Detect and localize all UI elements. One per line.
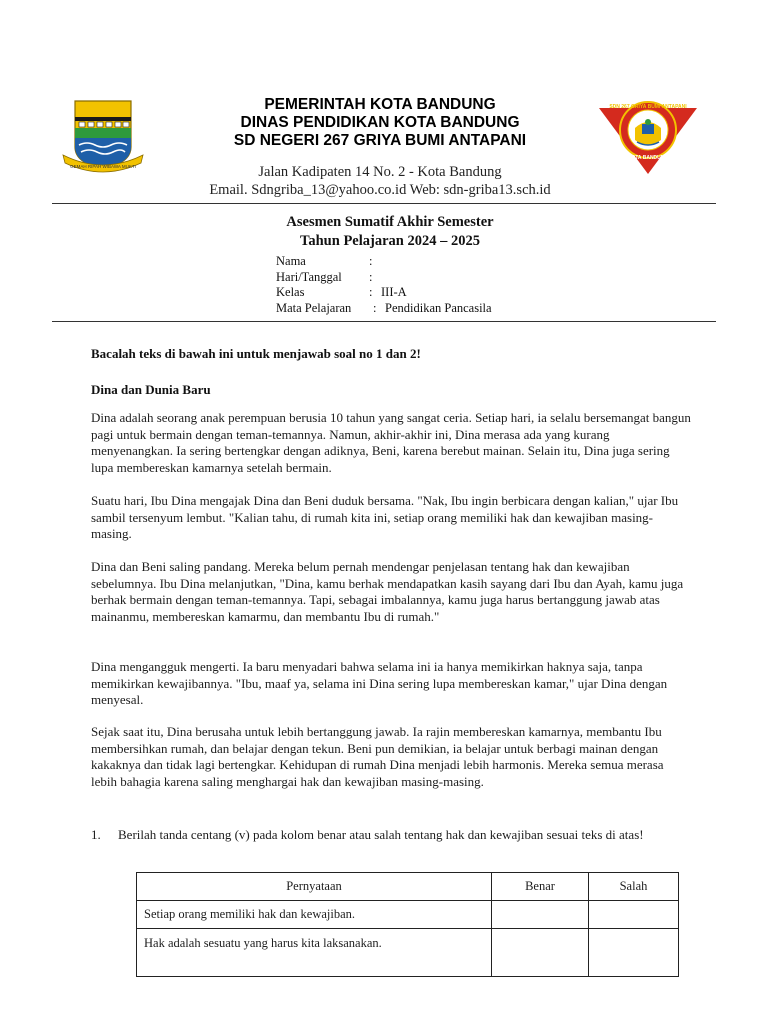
story-title: Dina dan Dunia Baru [91,382,211,397]
statement-cell: Setiap orang memiliki hak dan kewajiban. [137,901,492,929]
info-label: Nama [276,254,306,268]
school-contact: Email. Sdngriba_13@yahoo.co.id Web: sdn-griba13.sch.id [209,182,551,198]
true-false-table [136,872,679,977]
story-paragraph: Dina dan Beni saling pandang. Mereka belum pernah mendengar penjelasan tentang hak dan kewajiban sebelumnya. Ibu Dina melanjutkan, "Dina, kamu berhak mendapatkan kasih sayang dari Ibu dan Ayah, kamu juga berhak bermain dengan teman-temannya. Tapi, sebagai imbalannya, kamu juga harus bertanggung jawab atas mainanmu, membereskan kamarmu, dan membantu Ibu di rumah." [91,559,684,624]
info-colon: : [369,254,373,268]
svg-text:KOTA BANDUNG: KOTA BANDUNG [627,155,669,161]
salah-checkbox-cell[interactable] [589,901,679,929]
info-label: Kelas [276,285,305,299]
kota-bandung-crest-icon [53,97,153,177]
benar-checkbox-cell[interactable] [492,901,589,929]
info-colon: : [373,300,377,315]
question-number: 1. [91,827,101,842]
letterhead-divider [52,203,716,204]
info-label: Mata Pelajaran [276,300,352,315]
gov-line-2: DINAS PENDIDIKAN KOTA BANDUNG [240,114,520,131]
story-paragraph: Suatu hari, Ibu Dina mengajak Dina dan Beni duduk bersama. "Nak, Ibu ingin berbicara dengan kalian," ujar Ibu sambil tersenyum lembut. "Kalian tahu, di rumah kita ini, setiap orang memiliki hak dan kewajiban masing-masing. [91,493,679,542]
info-label: Hari/Tanggal [276,269,342,284]
gov-line-1: PEMERINTAH KOTA BANDUNG [264,96,496,113]
table-row [137,929,679,977]
svg-text:SDN 267 GRIYA BUMI ANTAPANI: SDN 267 GRIYA BUMI ANTAPANI [609,104,687,110]
exam-year: Tahun Pelajaran 2024 – 2025 [300,233,480,249]
header-salah: Salah [589,873,679,901]
story-paragraph: Sejak saat itu, Dina berusaha untuk lebih bertanggung jawab. Ia rajin membereskan kamarnya, membantu Ibu membersihkan rumah, dan belajar dengan tekun. Beni pun demikian, ia belajar untuk berbagi mainan dengan kakaknya dan tidak lagi bertengkar. Kehidupan di rumah Dina menjadi lebih harmonis. Mereka semua merasa lebih bahagia karena saling menghargai hak dan kewajiban masing-masing. [91,724,664,789]
info-value: Pendidikan Pancasila [385,300,492,315]
info-colon: : [369,269,373,284]
info-value: III-A [381,285,407,299]
statement-cell: Hak adalah sesuatu yang harus kita laksanakan. [137,929,492,977]
school-name: SD NEGERI 267 GRIYA BUMI ANTAPANI [233,132,527,149]
header-pernyataan: Pernyataan [137,873,492,901]
reading-instruction: Bacalah teks di bawah ini untuk menjawab soal no 1 dan 2! [91,346,421,361]
header-benar: Benar [492,873,589,901]
exam-title: Asesmen Sumatif Akhir Semester [286,214,494,230]
school-address: Jalan Kadipaten 14 No. 2 - Kota Bandung [258,164,502,180]
info-colon: : [369,285,373,299]
table-row [137,901,679,929]
story-paragraph: Dina adalah seorang anak perempuan berusia 10 tahun yang sangat ceria. Setiap hari, ia selalu bersemangat bangun pagi untuk bermain dengan teman-temannya. Namun, akhir-akhir ini, Dina merasa ada yang kurang menyenangkan. Ia sering bertengkar dengan adiknya, Beni, karena berebut mainan. Selain itu, Dina juga sering lupa membereskan kamarnya setelah bermain. [91,410,691,475]
benar-checkbox-cell[interactable] [492,929,589,977]
story-paragraph: Dina mengangguk mengerti. Ia baru menyadari bahwa selama ini ia hanya memikirkan haknya saja, tanpa memikirkan kewajibannya. "Ibu, maaf ya, selama ini Dina sering lupa membereskan kamar," ujar Dina dengan menyesal. [91,659,668,708]
salah-checkbox-cell[interactable] [589,929,679,977]
info-divider [52,321,716,322]
table-header-row [137,873,679,901]
school-emblem-icon [595,96,701,176]
question-text: Berilah tanda centang (v) pada kolom benar atau salah tentang hak dan kewajiban sesuai teks di atas! [118,827,644,842]
svg-text:GEMAH RIPAH WIBAWA MUKTI: GEMAH RIPAH WIBAWA MUKTI [70,164,136,169]
